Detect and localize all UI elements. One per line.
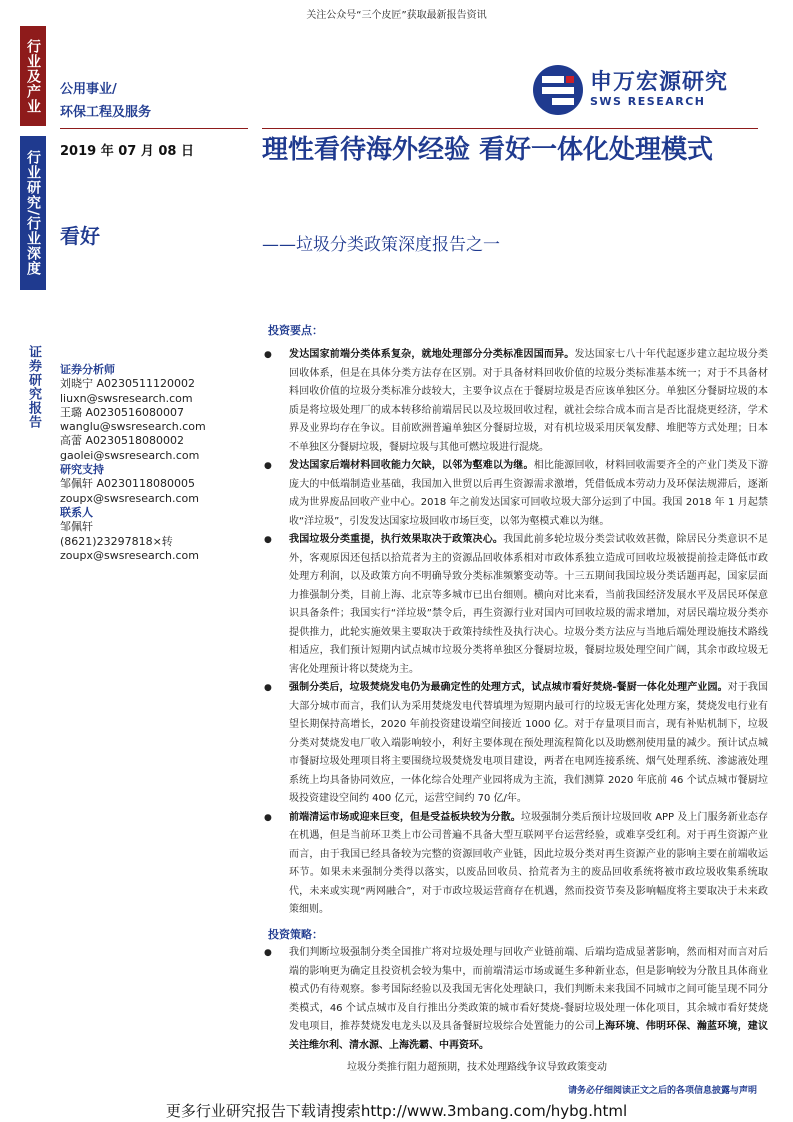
analyst-section-heading: 研究支持	[60, 463, 104, 477]
industry-line-1: 公用事业/	[60, 82, 117, 97]
analyst-section-heading: 联系人	[60, 505, 93, 519]
highlight-point-text: 垃圾强制分类后预计垃圾回收 APP 及上门服务新业态存在机遇，但是当前环卫类上市公司普遍不具备大型互联网平台运营经验，或难享受红利。对于再生资源产业而言，由于我国已经具备较为完整的资源回收产业链，因此垃圾分类对再生资源产业的影响主要在前端收运环节。如果未来强制分类得以落实，以废品回收员、拾荒者为主的废品回收系统将被市政垃圾收集系统取代，未来或实现“两网融合”，对于市政垃圾运营商存在机遇，然而投资节奏及影响幅度将主要取决于未来政策细则。	[289, 811, 769, 915]
bullet-icon: ●	[264, 535, 272, 545]
analyst-line: 刘晓宁 A0230511120002	[60, 377, 196, 391]
analyst-section-heading: 证券分析师	[60, 363, 115, 376]
highlight-point	[262, 809, 768, 920]
analyst-line: liuxn@swsresearch.com	[60, 391, 193, 405]
highlight-point-lead: 强制分类后，垃圾焚烧发电仍为最确定性的处理方式，试点城市看好焚烧-餐厨一体化处理产业园。	[289, 682, 728, 693]
highlight-point	[262, 457, 768, 531]
analyst-line: wanglu@swsresearch.com	[60, 420, 206, 434]
investment-rating: 看好	[60, 224, 100, 248]
strategy-heading: 投资策略：	[268, 928, 323, 941]
highlight-point-text: 发达国家七八十年代起逐步建立起垃圾分类回收体系，但是在具体分类方法存在区别。对于具备材料回收价值的垃圾分类标准基本统一；对于不具备材料回收价值的垃圾分类标准分歧较大，主要争议点在于餐厨垃圾是否应该单独区分。单独区分餐厨垃圾的本质是将垃圾处理厂的成本转移给前端居民以及垃圾回收过程，就社会综合成本而言是否比混烧更经济，学术界及业界均存在争议。目前欧洲普遍单独区分餐厨垃圾，对有机垃圾采用厌氧发酵、堆肥等方式处理；日本不单独区分餐厨垃圾，餐厨垃圾与其他可燃垃圾进行混烧。	[289, 349, 769, 453]
highlight-point-lead: 发达国家后端材料回收能力欠缺，以邻为壑难以为继。	[289, 460, 534, 471]
risk-note: 垃圾分类推行阻力超预期，技术处理路线争议导致政策变动	[347, 1062, 607, 1073]
logo-name-en: SWS RESEARCH	[590, 95, 706, 108]
bullet-icon: ●	[264, 812, 272, 823]
analyst-list	[60, 363, 260, 563]
side-label-securities-report: 证券研究报告	[26, 345, 41, 429]
analyst-line: (8621)23297818×转	[60, 534, 173, 548]
analyst-line: 邹佩轩	[60, 520, 93, 534]
left-divider	[60, 128, 248, 129]
sws-logo-icon	[532, 64, 584, 116]
sws-logo	[532, 64, 728, 116]
bullet-icon: ●	[264, 461, 272, 471]
strategy-text: 我们判断垃圾强制分类全国推广将对垃圾处理与回收产业链前端、后端均造成显著影响，然而相对而言对后端的影响更为确定且投资机会较为集中，而前端清运市场或诞生多种新业态，但是影响较为分散且具体商业模式仍有待观察。参考国际经验以及我国无害化处理缺口，我们判断未来我国不同城市之间可能呈现不同分类模式，46 个试点城市及自行推出分类政策的城市看好焚烧-餐厨垃圾处理一体化项目，其余城市看好焚烧发电项目，推荐焚烧发电龙头以及具备餐厨垃圾综合处置能力的公司	[289, 947, 768, 1032]
bullet-icon: ●	[264, 350, 272, 360]
highlights-list	[262, 346, 768, 920]
strategy-recommendations: 上海环境、伟明环保、瀚蓝环境，建议关注维尔利、清水源、上海洗霸、中再资环。	[289, 1021, 769, 1051]
report-title: 理性看待海外经验 看好一体化处理模式	[262, 135, 714, 165]
industry-line-2: 环保工程及服务	[60, 105, 152, 120]
logo-name-cn: 申万宏源研究	[590, 70, 729, 95]
strategy-paragraph	[262, 944, 768, 1055]
side-tab-industry	[20, 26, 46, 126]
industry-category	[60, 78, 151, 124]
highlight-point-text: 相比能源回收，材料回收需要齐全的产业门类及下游庞大的中低端制造业基础，我国加入世贸以后再生资源需求激增，凭借低成本劳动力及环保法规滞后，逐渐成为世界废品回收产业中心。2018 年之前发达国家可回收垃圾大部分运到了中国。我国 2018 年 1 月起禁收“洋垃圾”，引发发达国家垃圾回收市场巨变，以邻为壑模式难以为继。	[289, 460, 769, 527]
analyst-line: 邹佩轩 A0230118080005	[60, 477, 196, 491]
highlights-heading: 投资要点：	[268, 324, 323, 337]
analyst-line: gaolei@swsresearch.com	[60, 448, 200, 462]
side-tab-research-type-label: 行业研究/行业深度	[25, 149, 41, 277]
report-subtitle: ——垃圾分类政策深度报告之一	[262, 235, 500, 255]
highlight-point	[262, 346, 768, 457]
top-note: 关注公众号“三个皮匠”获取最新报告资讯	[306, 10, 487, 21]
disclaimer-note: 请务必仔细阅读正文之后的各项信息披露与声明	[567, 1086, 757, 1096]
highlight-point	[262, 531, 768, 679]
side-tab-industry-label: 行业及产业	[25, 38, 41, 114]
report-date: 2019 年 07 月 08 日	[60, 144, 194, 159]
highlight-point-lead: 前端清运市场或迎来巨变，但是受益板块较为分散。	[289, 811, 521, 823]
download-note: 更多行业研究报告下载请搜索http://www.3mbang.com/hybg.html	[165, 1102, 628, 1120]
header-divider	[262, 128, 758, 129]
analyst-line: zoupx@swsresearch.com	[60, 548, 200, 562]
highlight-point	[262, 679, 768, 809]
bullet-icon: ●	[264, 948, 272, 958]
analyst-line: 高蕾 A0230518080002	[60, 434, 185, 448]
side-tab-research-type	[20, 136, 46, 290]
analyst-line: zoupx@swsresearch.com	[60, 491, 200, 505]
highlight-point-lead: 发达国家前端分类体系复杂，就地处理部分分类标准因国而异。	[289, 349, 575, 360]
bullet-icon: ●	[264, 683, 272, 693]
highlight-point-text: 对于我国大部分城市而言，我们认为采用焚烧发电代替填埋为短期内最可行的垃圾无害化处理方案，焚烧发电行业有望长期保持高增长，2020 年前投资建设端空间接近 1000 亿。对于存量项目而言，现有补贴机制下，垃圾分类对焚烧发电厂收入端影响较小，利好主要体现在预处理流程简化以及助燃剂使用量的减少。预计试点城市餐厨垃圾处理项目将主要围绕垃圾焚烧发电项目建设，两者在电网连接系统、烟气处理系统、渗滤液处理系统上均具备协同效应，一体化综合处理产业园将成为主流，我们测算 2020 年底前 46 个试点城市餐厨垃圾投资建设空间约 400 亿元，运营空间约 70 亿/年。	[289, 682, 768, 804]
highlight-point-lead: 我国垃圾分类重提，执行效果取决于政策决心。	[289, 534, 504, 545]
analyst-line: 王璐 A0230516080007	[60, 405, 185, 419]
strategy-section	[262, 944, 768, 1055]
highlight-point-text: 我国此前多轮垃圾分类尝试收效甚微，除居民分类意识不足外，客观原因还包括以拾荒者为主的资源品回收体系相对市政体系独立造成可回收垃圾被提前捡走降低市政处理方利润，以及政策方向不明确导致分类标准频繁变动等。十三五期间我国垃圾分类话题再起，国家层面力推强制分类，目前上海、北京等多城市已出台细则。横向对比来看，当前我国经济发展水平及居民环保意识具备条件；我国实行“洋垃圾”禁令后，再生资源行业对国内可回收垃圾的需求增加，对居民端垃圾分类亦提供推力，此轮实施效果主要取决于政策持续性及执行决心。垃圾分类方法应与当地后端处理设施技术路线相适应，我们预计短期内试点城市垃圾分类将单独区分餐厨垃圾，餐厨垃圾处理空间广阔，其余市政垃圾无害化处理预计将以焚烧为主。	[289, 534, 769, 675]
